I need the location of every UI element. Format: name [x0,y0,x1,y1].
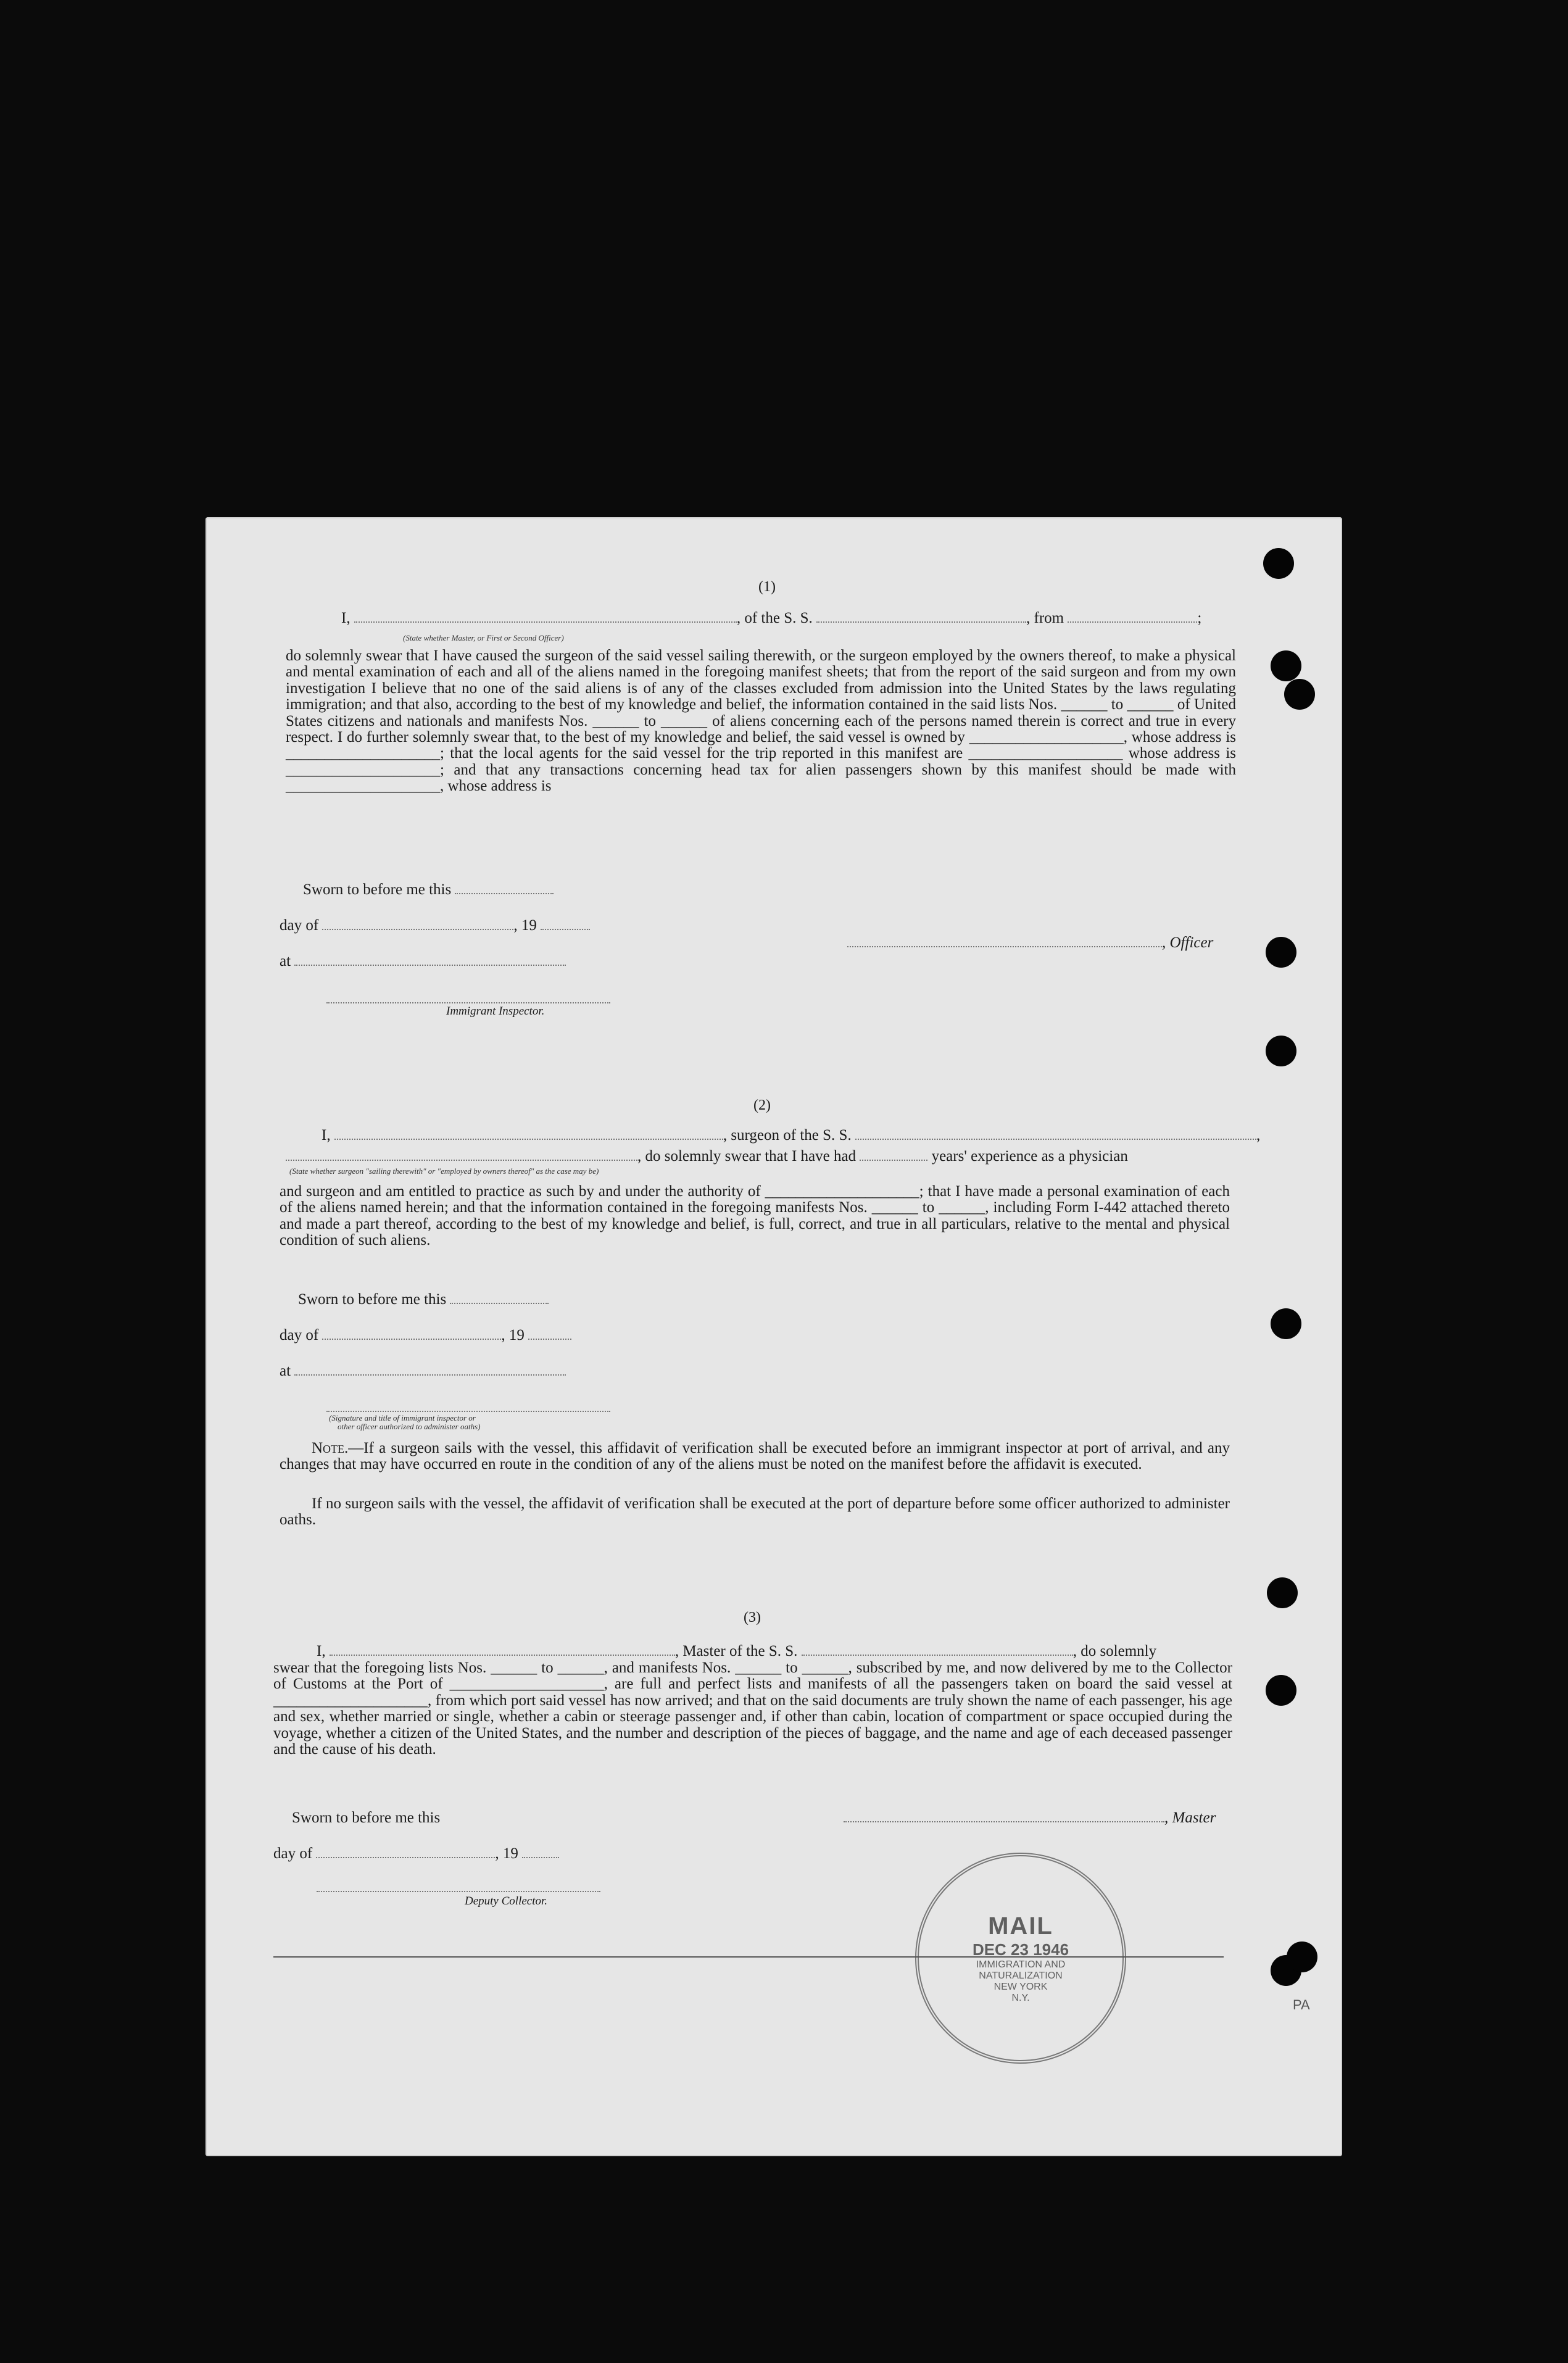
immigrant-inspector-caption: Immigrant Inspector. [446,1005,545,1018]
binder-hole [1271,1308,1301,1339]
section-2-surgeon-caption: (State whether surgeon "sailing therewith" or "employed by owners thereof" as the case may be) [289,1166,599,1176]
binder-hole [1263,548,1294,579]
signature-line [326,1411,610,1412]
signature-line [317,1891,600,1892]
section-2-at-line: at [280,1363,566,1380]
section-3-day-line: day of , 19 [273,1845,559,1863]
binder-hole [1287,1941,1317,1972]
section-2-number: (2) [753,1097,771,1113]
edge-mark: PA [1293,1997,1310,2012]
section-1-at-line: at [280,953,566,970]
section-1-number: (1) [758,579,776,595]
section-3-master-line: , Master [844,1809,1216,1827]
section-1-oath-text: do solemnly swear that I have caused the surgeon of the said vessel sailing therewith, or the surgeon employed by the owners thereof, to make a physical and mental examination of each and all of the aliens named in the foregoing manifest sheets; that from the report of the said surgeon and from my own investigation I believe that no one of the said aliens is of any of the classes excluded from admission into the United States by the laws regulating immigration; and that also, according to the best of my knowledge and belief, the information contained in the said lists Nos. ______ to ______ of United States citizens and nationals and manifests Nos. ______ to ______ of aliens concerning each of the persons named therein is correct and true in every respect. I do further solemnly swear that, to the best of my knowledge and belief, the said vessel is owned by ____________________, whose address is ____________________; that the local agents for the said vessel for the trip reported in this manifest are ____________________ whose address is ____________________; and that any transactions concerning head tax for alien passengers shown by this manifest should be made with ____________________, whose address is [286,647,1236,795]
signature-caption: other officer authorized to administer oaths) [338,1422,481,1431]
binder-hole [1267,1577,1298,1608]
section-3-oath-text: swear that the foregoing lists Nos. ______ to ______, and manifests Nos. ______ to ______, subscribed by me, and now delivered by me to the Collector of Customs at the Port of ____________________, are full and perfect lists and manifests of all the passengers taken on board the said vessel at ____________________, from which port said vessel has now arrived; and that on the said documents are truly shown the name of each passenger, his age and sex, whether married or single, whether a cabin or steerage passenger and, if other than cabin, location of compartment or space occupied during the voyage, whether a citizen of the United States, and the number and description of the pieces of baggage, and the name and age of each deceased passenger and the cause of his death. [273,1659,1232,1758]
binder-hole [1266,937,1296,968]
manifest-form-sheet [205,517,1342,2156]
section-2-experience-line: , do solemnly swear that I have had years' experience as a physician [286,1148,1128,1165]
section-1-day-line: day of , 19 [280,917,590,934]
section-1-sworn-line: Sworn to before me this [303,881,554,899]
section-1-officer-caption: (State whether Master, or First or Second Officer) [403,633,564,642]
binder-hole [1284,679,1315,710]
section-2-oath-text: and surgeon and am entitled to practice as such by and under the authority of ____________________; that I have made a personal examination of each of the aliens named herein; and that the information contained in the foregoing manifests Nos. ______ to ______, including Form I-442 attached thereto and made a part thereof, according to the best of my knowledge and belief, is full, correct, and true in all particulars, relative to the mental and physical condition of such aliens. [280,1183,1230,1249]
section-1-opening-line: I, , of the S. S. , from ; [341,610,1202,626]
section-2-note-2: If no surgeon sails with the vessel, the affidavit of verification shall be executed at the port of departure before some officer authorized to administer oaths. [280,1495,1230,1529]
deputy-collector-caption: Deputy Collector. [465,1895,548,1908]
section-3-number: (3) [744,1609,761,1626]
section-3-opening-line: I, , Master of the S. S. , do solemnly [317,1643,1157,1659]
signature-caption: (Signature and title of immigrant inspector or [329,1413,476,1422]
binder-hole [1266,1036,1296,1066]
section-2-sworn-line: Sworn to before me this [298,1291,549,1308]
section-3-sworn-line: Sworn to before me this [292,1809,441,1826]
signature-line [326,1002,610,1003]
binder-hole [1271,650,1301,681]
mail-received-stamp: MAIL DEC 23 1946 IMMIGRATION AND NATURALIZATION NEW YORK N.Y. [915,1853,1126,2064]
section-2-opening-line: I, , surgeon of the S. S. , [321,1127,1261,1144]
section-2-note: Note.—If a surgeon sails with the vessel, this affidavit of verification shall be executed before an immigrant inspector at port of arrival, and any changes that may have occurred en route in the condition of any of the aliens must be noted on the manifest before the affidavit is executed. [280,1440,1230,1473]
section-2-day-line: day of , 19 [280,1327,571,1344]
binder-hole [1266,1675,1296,1706]
section-1-officer-line: , Officer [847,934,1213,952]
